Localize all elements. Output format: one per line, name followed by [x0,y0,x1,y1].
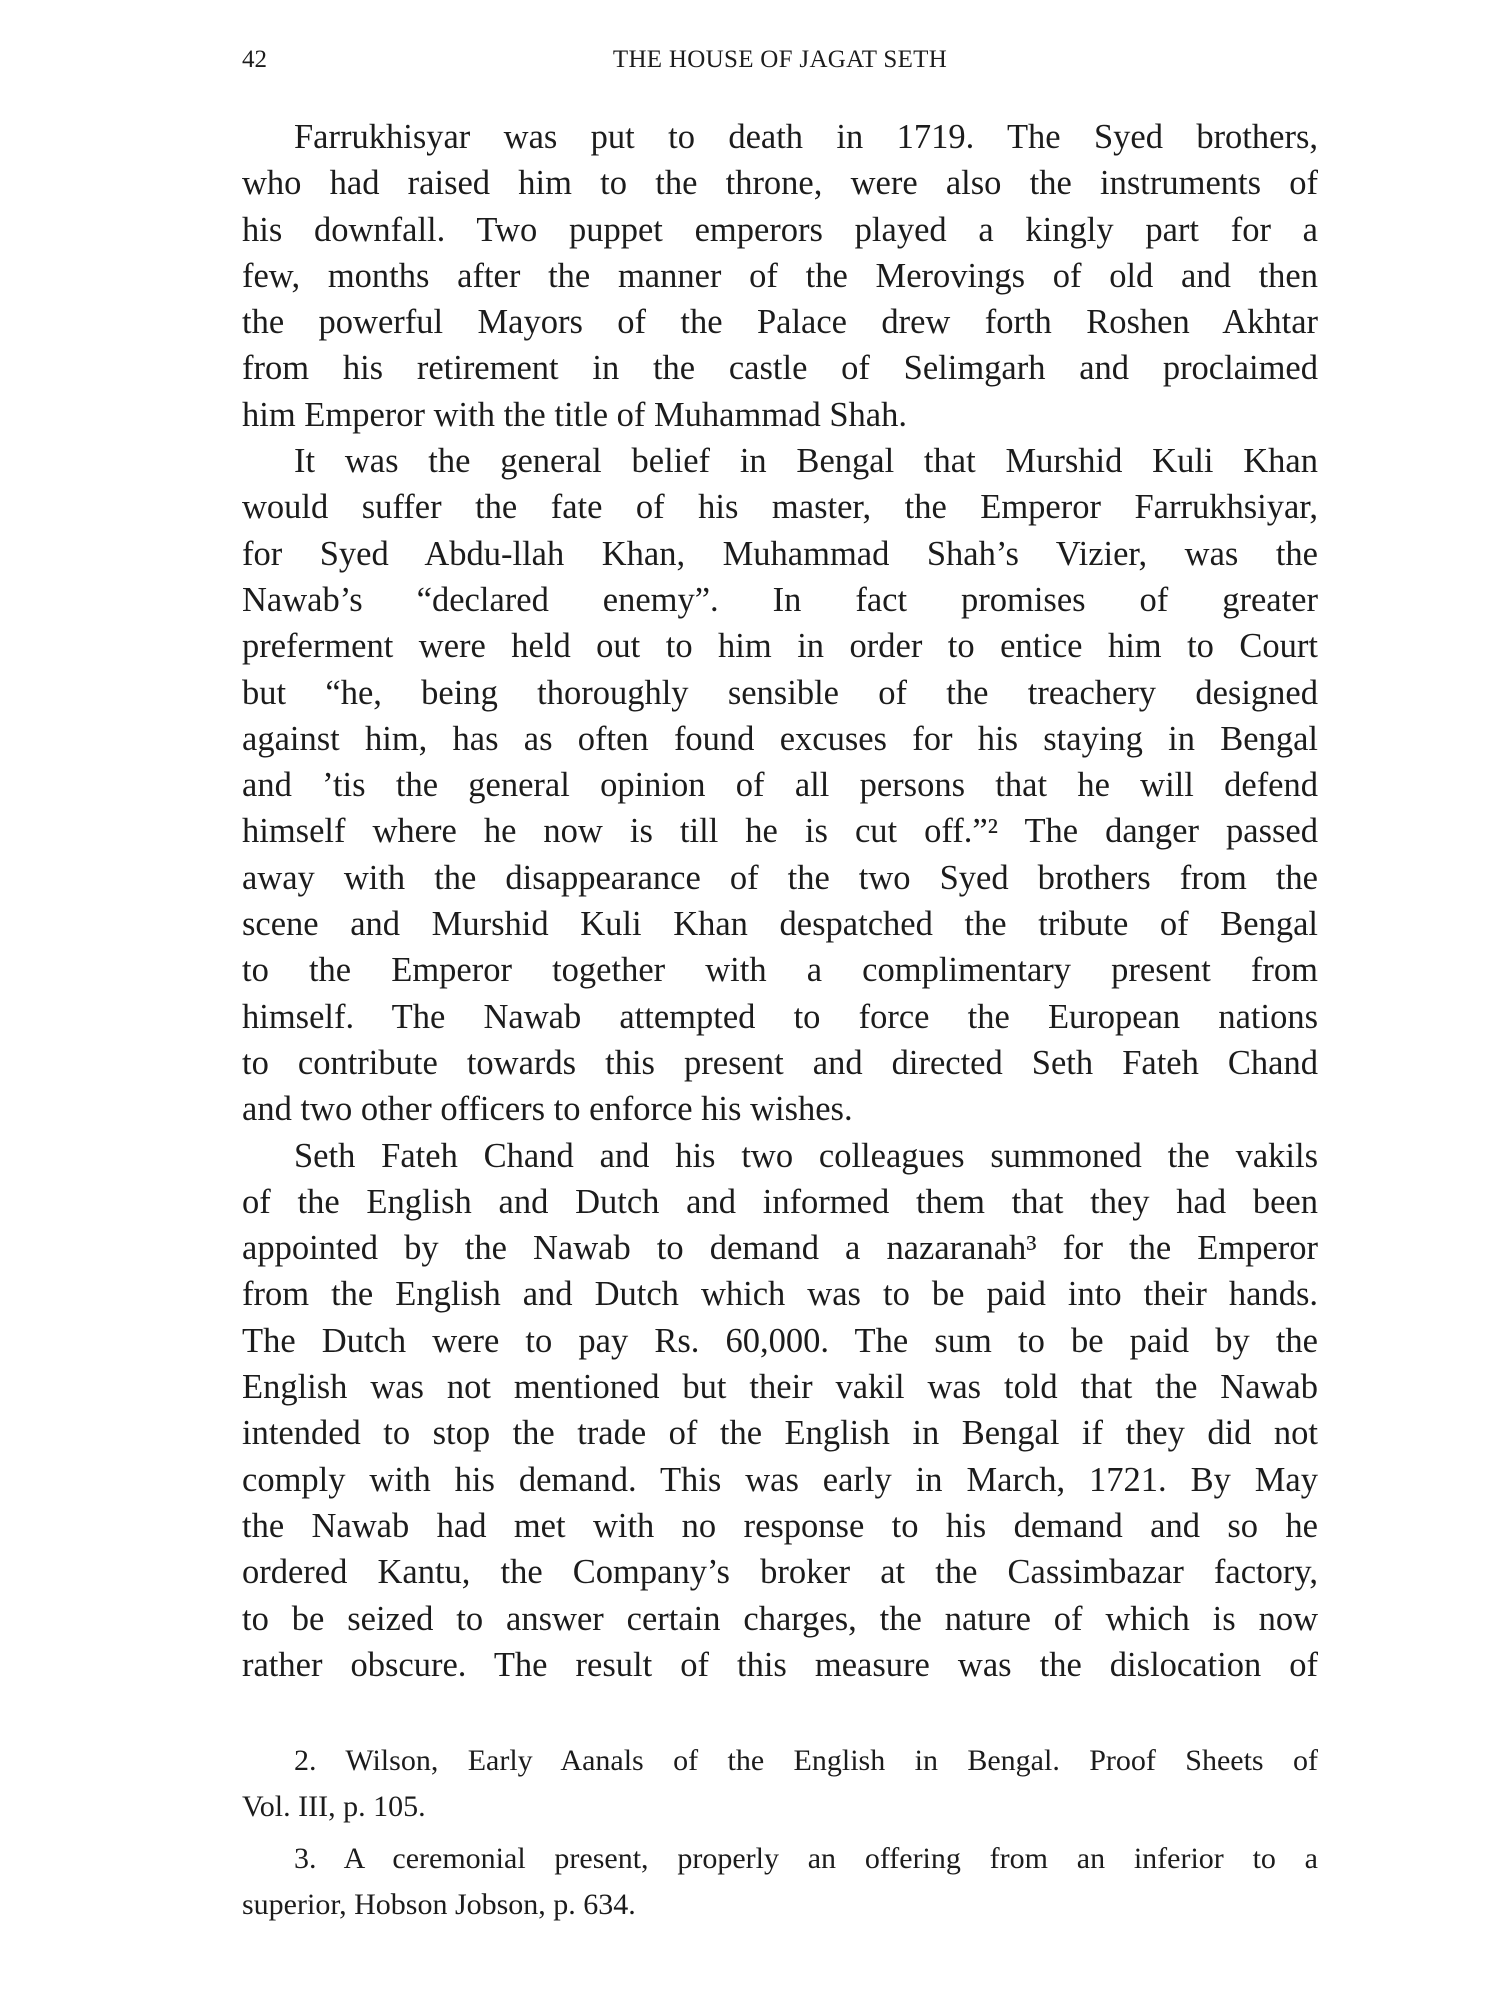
text-line: comply with his demand. This was early in March, 1721. By May [242,1460,1318,1499]
footnote-line: Vol. III, p. 105. [242,1790,426,1823]
footnote-line: superior, Hobson Jobson, p. 634. [242,1888,636,1921]
text-line: away with the disappearance of the two Syed brothers from the [242,858,1318,897]
paragraph [242,114,1318,438]
text-line: but “he, being thoroughly sensible of the treachery designed [242,673,1318,712]
footnotes [242,1738,1318,1928]
body-text [242,114,1318,1688]
footnote-2 [242,1738,1318,1830]
text-line: the powerful Mayors of the Palace drew forth Roshen Akhtar [242,303,1318,342]
text-line: for Syed Abdu-llah Khan, Muhammad Shah’s Vizier, was the [242,534,1318,573]
text-line: rather obscure. The result of this measure was the dislocation of [242,1645,1318,1684]
text-line: appointed by the Nawab to demand a nazaranah³ for the Emperor [242,1229,1318,1268]
text-line: against him, has as often found excuses for his staying in Bengal [242,719,1318,758]
text-line: to the Emperor together with a complimentary present from [242,951,1318,990]
text-line: from his retirement in the castle of Selimgarh and proclaimed [242,349,1318,388]
text-line: few, months after the manner of the Merovings of old and then [242,256,1318,295]
text-line: his downfall. Two puppet emperors played a kingly part for a [242,210,1318,249]
text-line: who had raised him to the throne, were also the instruments of [242,164,1318,203]
text-line: to be seized to answer certain charges, the nature of which is now [242,1599,1318,1638]
text-line: ordered Kantu, the Company’s broker at the Cassimbazar factory, [242,1553,1318,1592]
footnote-line: 3. A ceremonial present, properly an offering from an inferior to a [294,1842,1318,1875]
text-line: himself where he now is till he is cut off.”² The danger passed [242,812,1318,851]
text-line: scene and Murshid Kuli Khan despatched the tribute of Bengal [242,905,1318,944]
running-head [242,42,1318,78]
text-line: to contribute towards this present and directed Seth Fateh Chand [242,1043,1318,1082]
text-line: It was the general belief in Bengal that Murshid Kuli Khan [294,442,1318,481]
text-line: The Dutch were to pay Rs. 60,000. The sum to be paid by the [242,1321,1318,1360]
text-line: English was not mentioned but their vakil was told that the Nawab [242,1368,1318,1407]
text-line: the Nawab had met with no response to his demand and so he [242,1506,1318,1545]
text-line: would suffer the fate of his master, the Emperor Farrukhsiyar, [242,488,1318,527]
page-number: 42 [242,46,267,73]
text-line: of the English and Dutch and informed them that they had been [242,1182,1318,1221]
text-line: himself. The Nawab attempted to force the European nations [242,997,1318,1036]
text-line: and ’tis the general opinion of all persons that he will defend [242,766,1318,805]
text-line: preferment were held out to him in order to entice him to Court [242,627,1318,666]
text-line: and two other officers to enforce his wishes. [242,1090,853,1129]
text-line: from the English and Dutch which was to be paid into their hands. [242,1275,1318,1314]
footnote-3 [242,1836,1318,1928]
text-line: Seth Fateh Chand and his two colleagues summoned the vakils [294,1136,1318,1175]
running-title: THE HOUSE OF JAGAT SETH [612,46,948,73]
text-line: him Emperor with the title of Muhammad Shah. [242,395,907,434]
paragraph [242,438,1318,1132]
footnote-line: 2. Wilson, Early Aanals of the English in Bengal. Proof Sheets of [294,1744,1318,1777]
text-line: Farrukhisyar was put to death in 1719. The Syed brothers, [294,118,1318,156]
text-line: intended to stop the trade of the English in Bengal if they did not [242,1414,1318,1453]
text-line: Nawab’s “declared enemy”. In fact promises of greater [242,580,1318,619]
paragraph [242,1133,1318,1689]
